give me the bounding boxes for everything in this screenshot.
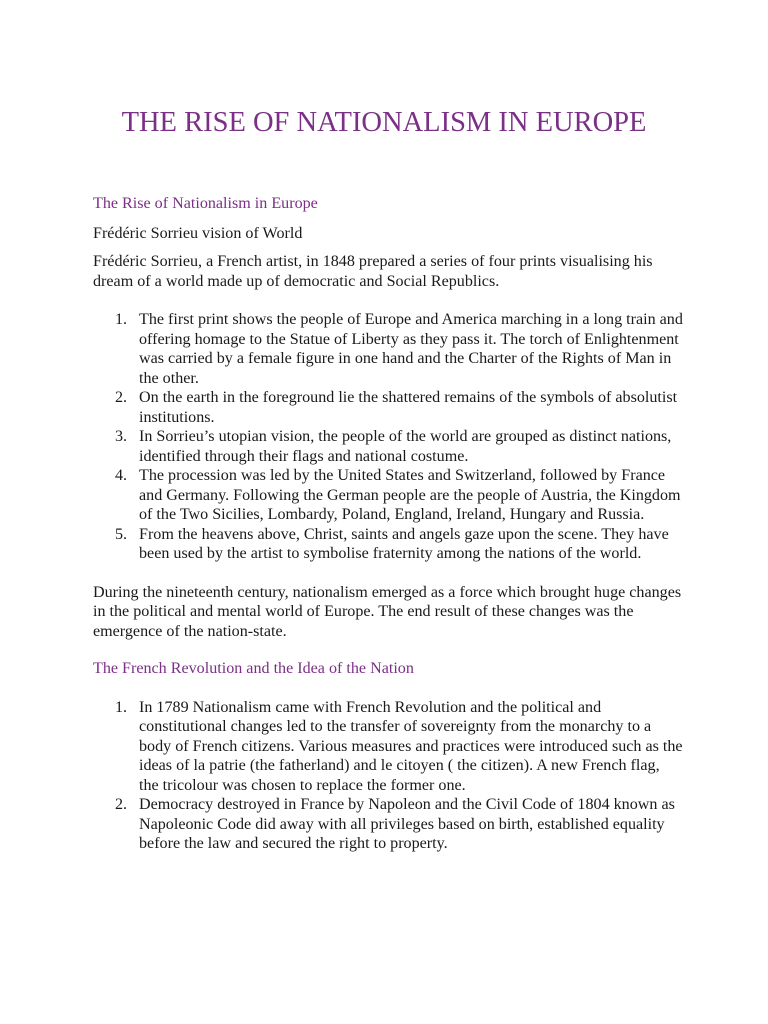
list-item: 3. In Sorrieu’s utopian vision, the people of the world are grouped as distinct nations, identified through their flags and national costume. (115, 428, 672, 465)
list-item: 1. In 1789 Nationalism came with French Revolution and the political and constitutional changes led to the transfer of sovereignty from the monarchy to a body of French citizens. Various measures and practices were introduced such as the ideas of la patrie (the fatherland) and le citoyen ( the citizen). A new French flag, the tricolour was chosen to replace the former one. (115, 698, 683, 794)
document-title: THE RISE OF NATIONALISM IN EUROPE (121, 107, 647, 138)
list-item: 2. On the earth in the foreground lie the shattered remains of the symbols of absolutist institutions. (115, 389, 678, 426)
french-revolution-list (93, 698, 683, 854)
intro-paragraph: Frédéric Sorrieu, a French artist, in 1848 prepared a series of four prints visualising his dream of a world made up of democratic and Social Republics. (93, 253, 653, 290)
section-heading-rise: The Rise of Nationalism in Europe (93, 195, 318, 212)
subheading-sorrieu: Frédéric Sorrieu vision of World (93, 224, 303, 242)
list-item: 5. From the heavens above, Christ, saints and angels gaze upon the scene. They have been used by the artist to symbolise fraternity among the nations of the world. (115, 525, 669, 562)
list-item: 4. The procession was led by the United States and Switzerland, followed by France and Germany. Following the German people are the people of Austria, the Kingdom of the Two Sicilies, Lombardy, Poland, England, Ireland, Hungary and Russia. (115, 467, 681, 523)
sorrieu-list (93, 310, 683, 564)
conclusion-paragraph: During the nineteenth century, nationalism emerged as a force which brought huge changes in the political and mental world of Europe. The end result of these changes was the emergence of the nation-state. (93, 583, 682, 640)
list-item: 1. The first print shows the people of Europe and America marching in a long train and offering homage to the Statue of Liberty as they pass it. The torch of Enlightenment was carried by a female figure in one hand and the Charter of the Rights of Man in the other. (115, 311, 683, 387)
document-body (93, 194, 683, 854)
section-heading-french-revolution: The French Revolution and the Idea of the Nation (93, 660, 414, 677)
list-item: 2. Democracy destroyed in France by Napoleon and the Civil Code of 1804 known as Napoleonic Code did away with all privileges based on birth, established equality before the law and secured the right to property. (115, 796, 675, 852)
